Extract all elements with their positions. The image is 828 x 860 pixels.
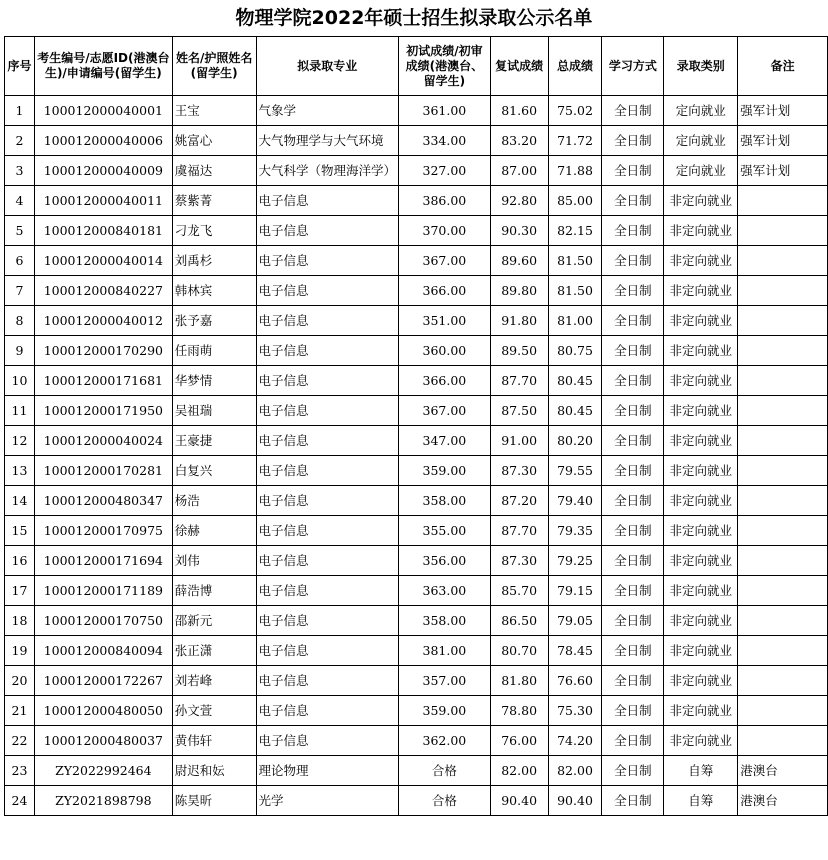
cell-name: 张予嘉 <box>172 306 256 336</box>
cell-major: 电子信息 <box>256 666 399 696</box>
cell-admission-category: 非定向就业 <box>664 606 738 636</box>
cell-admission-category: 定向就业 <box>664 156 738 186</box>
cell-no: 15 <box>5 516 35 546</box>
table-row <box>5 426 828 456</box>
cell-total-score: 80.20 <box>548 426 602 456</box>
cell-initial-score: 351.00 <box>399 306 491 336</box>
header-study-mode: 学习方式 <box>602 37 664 96</box>
cell-no: 21 <box>5 696 35 726</box>
cell-initial-score: 356.00 <box>399 546 491 576</box>
cell-admission-category: 非定向就业 <box>664 246 738 276</box>
cell-retest-score: 76.00 <box>490 726 548 756</box>
cell-name: 姚富心 <box>172 126 256 156</box>
cell-study-mode: 全日制 <box>602 96 664 126</box>
cell-no: 10 <box>5 366 35 396</box>
cell-name: 韩林宾 <box>172 276 256 306</box>
cell-study-mode: 全日制 <box>602 516 664 546</box>
cell-candidate-id: 100012000170750 <box>34 606 172 636</box>
cell-no: 18 <box>5 606 35 636</box>
cell-admission-category: 非定向就业 <box>664 726 738 756</box>
cell-candidate-id: 100012000171694 <box>34 546 172 576</box>
cell-admission-category: 自筹 <box>664 756 738 786</box>
cell-initial-score: 381.00 <box>399 636 491 666</box>
cell-retest-score: 81.60 <box>490 96 548 126</box>
table-row <box>5 366 828 396</box>
cell-no: 3 <box>5 156 35 186</box>
table-row <box>5 396 828 426</box>
cell-name: 刁龙飞 <box>172 216 256 246</box>
cell-total-score: 75.02 <box>548 96 602 126</box>
cell-candidate-id: 100012000040024 <box>34 426 172 456</box>
cell-admission-category: 非定向就业 <box>664 186 738 216</box>
cell-major: 电子信息 <box>256 636 399 666</box>
cell-name: 刘伟 <box>172 546 256 576</box>
cell-candidate-id: 100012000170281 <box>34 456 172 486</box>
cell-major: 大气科学（物理海洋学） <box>256 156 399 186</box>
cell-no: 14 <box>5 486 35 516</box>
cell-total-score: 82.00 <box>548 756 602 786</box>
table-row <box>5 156 828 186</box>
cell-major: 电子信息 <box>256 516 399 546</box>
table-row <box>5 666 828 696</box>
cell-total-score: 79.05 <box>548 606 602 636</box>
cell-total-score: 79.55 <box>548 456 602 486</box>
cell-remark <box>738 486 828 516</box>
table-row <box>5 246 828 276</box>
cell-remark <box>738 636 828 666</box>
cell-remark: 港澳台 <box>738 756 828 786</box>
cell-no: 2 <box>5 126 35 156</box>
cell-remark <box>738 246 828 276</box>
cell-admission-category: 非定向就业 <box>664 666 738 696</box>
cell-admission-category: 非定向就业 <box>664 336 738 366</box>
cell-retest-score: 91.80 <box>490 306 548 336</box>
cell-major: 电子信息 <box>256 246 399 276</box>
cell-study-mode: 全日制 <box>602 186 664 216</box>
table-row <box>5 696 828 726</box>
cell-major: 理论物理 <box>256 756 399 786</box>
cell-candidate-id: 100012000170290 <box>34 336 172 366</box>
cell-remark <box>738 546 828 576</box>
cell-remark <box>738 666 828 696</box>
cell-major: 电子信息 <box>256 546 399 576</box>
cell-retest-score: 90.30 <box>490 216 548 246</box>
cell-no: 22 <box>5 726 35 756</box>
table-row <box>5 276 828 306</box>
header-total-score: 总成绩 <box>548 37 602 96</box>
cell-total-score: 74.20 <box>548 726 602 756</box>
cell-name: 华梦情 <box>172 366 256 396</box>
admission-table <box>4 36 828 816</box>
cell-study-mode: 全日制 <box>602 486 664 516</box>
cell-candidate-id: 100012000172267 <box>34 666 172 696</box>
cell-study-mode: 全日制 <box>602 696 664 726</box>
cell-initial-score: 358.00 <box>399 606 491 636</box>
cell-name: 白复兴 <box>172 456 256 486</box>
cell-name: 任雨萌 <box>172 336 256 366</box>
cell-admission-category: 非定向就业 <box>664 636 738 666</box>
cell-candidate-id: 100012000040009 <box>34 156 172 186</box>
cell-remark <box>738 396 828 426</box>
cell-initial-score: 370.00 <box>399 216 491 246</box>
table-row <box>5 576 828 606</box>
cell-total-score: 81.00 <box>548 306 602 336</box>
cell-remark <box>738 516 828 546</box>
cell-study-mode: 全日制 <box>602 456 664 486</box>
cell-admission-category: 非定向就业 <box>664 516 738 546</box>
cell-study-mode: 全日制 <box>602 636 664 666</box>
cell-total-score: 79.15 <box>548 576 602 606</box>
cell-name: 刘若峰 <box>172 666 256 696</box>
header-retest-score: 复试成绩 <box>490 37 548 96</box>
cell-major: 电子信息 <box>256 186 399 216</box>
cell-initial-score: 386.00 <box>399 186 491 216</box>
cell-retest-score: 83.20 <box>490 126 548 156</box>
cell-admission-category: 非定向就业 <box>664 306 738 336</box>
cell-retest-score: 89.50 <box>490 336 548 366</box>
cell-no: 12 <box>5 426 35 456</box>
cell-name: 黄伟轩 <box>172 726 256 756</box>
cell-retest-score: 90.40 <box>490 786 548 816</box>
cell-candidate-id: 100012000840094 <box>34 636 172 666</box>
cell-remark <box>738 366 828 396</box>
cell-retest-score: 87.30 <box>490 456 548 486</box>
table-row <box>5 336 828 366</box>
header-admission-category: 录取类别 <box>664 37 738 96</box>
table-row <box>5 756 828 786</box>
cell-retest-score: 80.70 <box>490 636 548 666</box>
cell-major: 电子信息 <box>256 396 399 426</box>
table-row <box>5 96 828 126</box>
cell-retest-score: 91.00 <box>490 426 548 456</box>
cell-study-mode: 全日制 <box>602 426 664 456</box>
table-row <box>5 306 828 336</box>
cell-initial-score: 360.00 <box>399 336 491 366</box>
cell-admission-category: 定向就业 <box>664 126 738 156</box>
table-row <box>5 216 828 246</box>
cell-remark: 强军计划 <box>738 156 828 186</box>
cell-no: 5 <box>5 216 35 246</box>
cell-candidate-id: 100012000040012 <box>34 306 172 336</box>
table-row <box>5 786 828 816</box>
cell-initial-score: 327.00 <box>399 156 491 186</box>
cell-initial-score: 366.00 <box>399 276 491 306</box>
cell-initial-score: 366.00 <box>399 366 491 396</box>
cell-study-mode: 全日制 <box>602 666 664 696</box>
cell-admission-category: 非定向就业 <box>664 696 738 726</box>
cell-study-mode: 全日制 <box>602 786 664 816</box>
cell-remark <box>738 696 828 726</box>
cell-major: 电子信息 <box>256 456 399 486</box>
cell-major: 电子信息 <box>256 306 399 336</box>
table-row <box>5 186 828 216</box>
cell-no: 9 <box>5 336 35 366</box>
cell-retest-score: 87.70 <box>490 516 548 546</box>
cell-total-score: 80.75 <box>548 336 602 366</box>
cell-admission-category: 定向就业 <box>664 96 738 126</box>
cell-candidate-id: ZY2021898798 <box>34 786 172 816</box>
cell-admission-category: 非定向就业 <box>664 396 738 426</box>
cell-remark: 强军计划 <box>738 126 828 156</box>
table-row <box>5 516 828 546</box>
cell-total-score: 75.30 <box>548 696 602 726</box>
cell-study-mode: 全日制 <box>602 756 664 786</box>
cell-retest-score: 81.80 <box>490 666 548 696</box>
header-initial-score: 初试成绩/初审成绩(港澳台、留学生) <box>399 37 491 96</box>
cell-no: 7 <box>5 276 35 306</box>
cell-admission-category: 非定向就业 <box>664 576 738 606</box>
cell-initial-score: 358.00 <box>399 486 491 516</box>
header-candidate-id: 考生编号/志愿ID(港澳台生)/申请编号(留学生) <box>34 37 172 96</box>
cell-admission-category: 非定向就业 <box>664 276 738 306</box>
table-body <box>5 96 828 816</box>
cell-candidate-id: 100012000840181 <box>34 216 172 246</box>
cell-candidate-id: 100012000170975 <box>34 516 172 546</box>
cell-retest-score: 85.70 <box>490 576 548 606</box>
cell-no: 24 <box>5 786 35 816</box>
cell-major: 电子信息 <box>256 336 399 366</box>
cell-admission-category: 非定向就业 <box>664 546 738 576</box>
table-row <box>5 726 828 756</box>
cell-no: 16 <box>5 546 35 576</box>
cell-study-mode: 全日制 <box>602 126 664 156</box>
cell-candidate-id: 100012000040014 <box>34 246 172 276</box>
page-title: 物理学院2022年硕士招生拟录取公示名单 <box>235 7 593 29</box>
cell-no: 11 <box>5 396 35 426</box>
cell-admission-category: 非定向就业 <box>664 426 738 456</box>
cell-name: 邵新元 <box>172 606 256 636</box>
cell-study-mode: 全日制 <box>602 396 664 426</box>
table-row <box>5 486 828 516</box>
cell-study-mode: 全日制 <box>602 546 664 576</box>
cell-initial-score: 362.00 <box>399 726 491 756</box>
cell-total-score: 76.60 <box>548 666 602 696</box>
cell-name: 薛浩博 <box>172 576 256 606</box>
cell-name: 张正潇 <box>172 636 256 666</box>
cell-total-score: 79.25 <box>548 546 602 576</box>
cell-remark <box>738 606 828 636</box>
cell-retest-score: 86.50 <box>490 606 548 636</box>
cell-retest-score: 89.60 <box>490 246 548 276</box>
cell-no: 1 <box>5 96 35 126</box>
cell-admission-category: 自筹 <box>664 786 738 816</box>
cell-total-score: 80.45 <box>548 396 602 426</box>
cell-no: 20 <box>5 666 35 696</box>
cell-major: 电子信息 <box>256 606 399 636</box>
table-row <box>5 456 828 486</box>
cell-remark <box>738 186 828 216</box>
cell-retest-score: 87.30 <box>490 546 548 576</box>
cell-no: 23 <box>5 756 35 786</box>
cell-remark: 港澳台 <box>738 786 828 816</box>
cell-remark <box>738 426 828 456</box>
cell-candidate-id: 100012000171950 <box>34 396 172 426</box>
cell-initial-score: 合格 <box>399 756 491 786</box>
cell-initial-score: 361.00 <box>399 96 491 126</box>
cell-remark <box>738 456 828 486</box>
cell-major: 电子信息 <box>256 366 399 396</box>
cell-candidate-id: 100012000480050 <box>34 696 172 726</box>
cell-admission-category: 非定向就业 <box>664 216 738 246</box>
cell-study-mode: 全日制 <box>602 726 664 756</box>
table-row <box>5 636 828 666</box>
cell-remark <box>738 726 828 756</box>
cell-name: 陈昊昕 <box>172 786 256 816</box>
cell-total-score: 90.40 <box>548 786 602 816</box>
cell-study-mode: 全日制 <box>602 246 664 276</box>
cell-total-score: 79.35 <box>548 516 602 546</box>
cell-name: 蔡紫菁 <box>172 186 256 216</box>
cell-initial-score: 359.00 <box>399 696 491 726</box>
cell-admission-category: 非定向就业 <box>664 456 738 486</box>
cell-initial-score: 359.00 <box>399 456 491 486</box>
cell-no: 4 <box>5 186 35 216</box>
cell-total-score: 85.00 <box>548 186 602 216</box>
cell-name: 徐赫 <box>172 516 256 546</box>
cell-remark <box>738 216 828 246</box>
cell-major: 电子信息 <box>256 696 399 726</box>
cell-remark <box>738 276 828 306</box>
cell-initial-score: 347.00 <box>399 426 491 456</box>
table-row <box>5 126 828 156</box>
cell-no: 6 <box>5 246 35 276</box>
cell-candidate-id: 100012000040006 <box>34 126 172 156</box>
cell-name: 尉迟和妘 <box>172 756 256 786</box>
cell-total-score: 82.15 <box>548 216 602 246</box>
cell-retest-score: 89.80 <box>490 276 548 306</box>
cell-candidate-id: 100012000480347 <box>34 486 172 516</box>
cell-candidate-id: 100012000840227 <box>34 276 172 306</box>
cell-admission-category: 非定向就业 <box>664 486 738 516</box>
table-row <box>5 546 828 576</box>
cell-name: 孙文萱 <box>172 696 256 726</box>
cell-major: 大气物理学与大气环境 <box>256 126 399 156</box>
cell-name: 王豪捷 <box>172 426 256 456</box>
cell-major: 电子信息 <box>256 426 399 456</box>
cell-remark <box>738 306 828 336</box>
cell-major: 光学 <box>256 786 399 816</box>
cell-total-score: 71.72 <box>548 126 602 156</box>
cell-retest-score: 87.00 <box>490 156 548 186</box>
cell-initial-score: 合格 <box>399 786 491 816</box>
cell-study-mode: 全日制 <box>602 216 664 246</box>
cell-total-score: 80.45 <box>548 366 602 396</box>
cell-initial-score: 367.00 <box>399 246 491 276</box>
cell-remark <box>738 336 828 366</box>
cell-no: 8 <box>5 306 35 336</box>
cell-name: 王宝 <box>172 96 256 126</box>
cell-retest-score: 82.00 <box>490 756 548 786</box>
cell-total-score: 81.50 <box>548 276 602 306</box>
cell-retest-score: 78.80 <box>490 696 548 726</box>
cell-initial-score: 367.00 <box>399 396 491 426</box>
cell-retest-score: 92.80 <box>490 186 548 216</box>
header-no: 序号 <box>5 37 35 96</box>
table-row <box>5 606 828 636</box>
cell-name: 吴祖瑞 <box>172 396 256 426</box>
cell-study-mode: 全日制 <box>602 156 664 186</box>
cell-admission-category: 非定向就业 <box>664 366 738 396</box>
cell-major: 电子信息 <box>256 576 399 606</box>
cell-total-score: 79.40 <box>548 486 602 516</box>
header-major: 拟录取专业 <box>256 37 399 96</box>
cell-study-mode: 全日制 <box>602 276 664 306</box>
cell-major: 电子信息 <box>256 486 399 516</box>
cell-retest-score: 87.70 <box>490 366 548 396</box>
cell-name: 杨浩 <box>172 486 256 516</box>
cell-remark <box>738 576 828 606</box>
cell-total-score: 81.50 <box>548 246 602 276</box>
cell-total-score: 78.45 <box>548 636 602 666</box>
cell-major: 电子信息 <box>256 276 399 306</box>
cell-major: 电子信息 <box>256 726 399 756</box>
cell-study-mode: 全日制 <box>602 366 664 396</box>
cell-study-mode: 全日制 <box>602 576 664 606</box>
cell-initial-score: 363.00 <box>399 576 491 606</box>
cell-no: 19 <box>5 636 35 666</box>
cell-candidate-id: ZY2022992464 <box>34 756 172 786</box>
cell-candidate-id: 100012000171681 <box>34 366 172 396</box>
cell-candidate-id: 100012000480037 <box>34 726 172 756</box>
cell-study-mode: 全日制 <box>602 306 664 336</box>
cell-retest-score: 87.20 <box>490 486 548 516</box>
cell-no: 17 <box>5 576 35 606</box>
cell-major: 气象学 <box>256 96 399 126</box>
cell-candidate-id: 100012000171189 <box>34 576 172 606</box>
cell-major: 电子信息 <box>256 216 399 246</box>
cell-initial-score: 334.00 <box>399 126 491 156</box>
cell-name: 刘禹杉 <box>172 246 256 276</box>
cell-initial-score: 355.00 <box>399 516 491 546</box>
cell-study-mode: 全日制 <box>602 336 664 366</box>
cell-no: 13 <box>5 456 35 486</box>
cell-candidate-id: 100012000040001 <box>34 96 172 126</box>
cell-candidate-id: 100012000040011 <box>34 186 172 216</box>
cell-total-score: 71.88 <box>548 156 602 186</box>
cell-study-mode: 全日制 <box>602 606 664 636</box>
cell-name: 虞福达 <box>172 156 256 186</box>
header-name: 姓名/护照姓名(留学生) <box>172 37 256 96</box>
cell-retest-score: 87.50 <box>490 396 548 426</box>
table-header-row <box>5 37 828 96</box>
header-remark: 备注 <box>738 37 828 96</box>
cell-remark: 强军计划 <box>738 96 828 126</box>
cell-initial-score: 357.00 <box>399 666 491 696</box>
